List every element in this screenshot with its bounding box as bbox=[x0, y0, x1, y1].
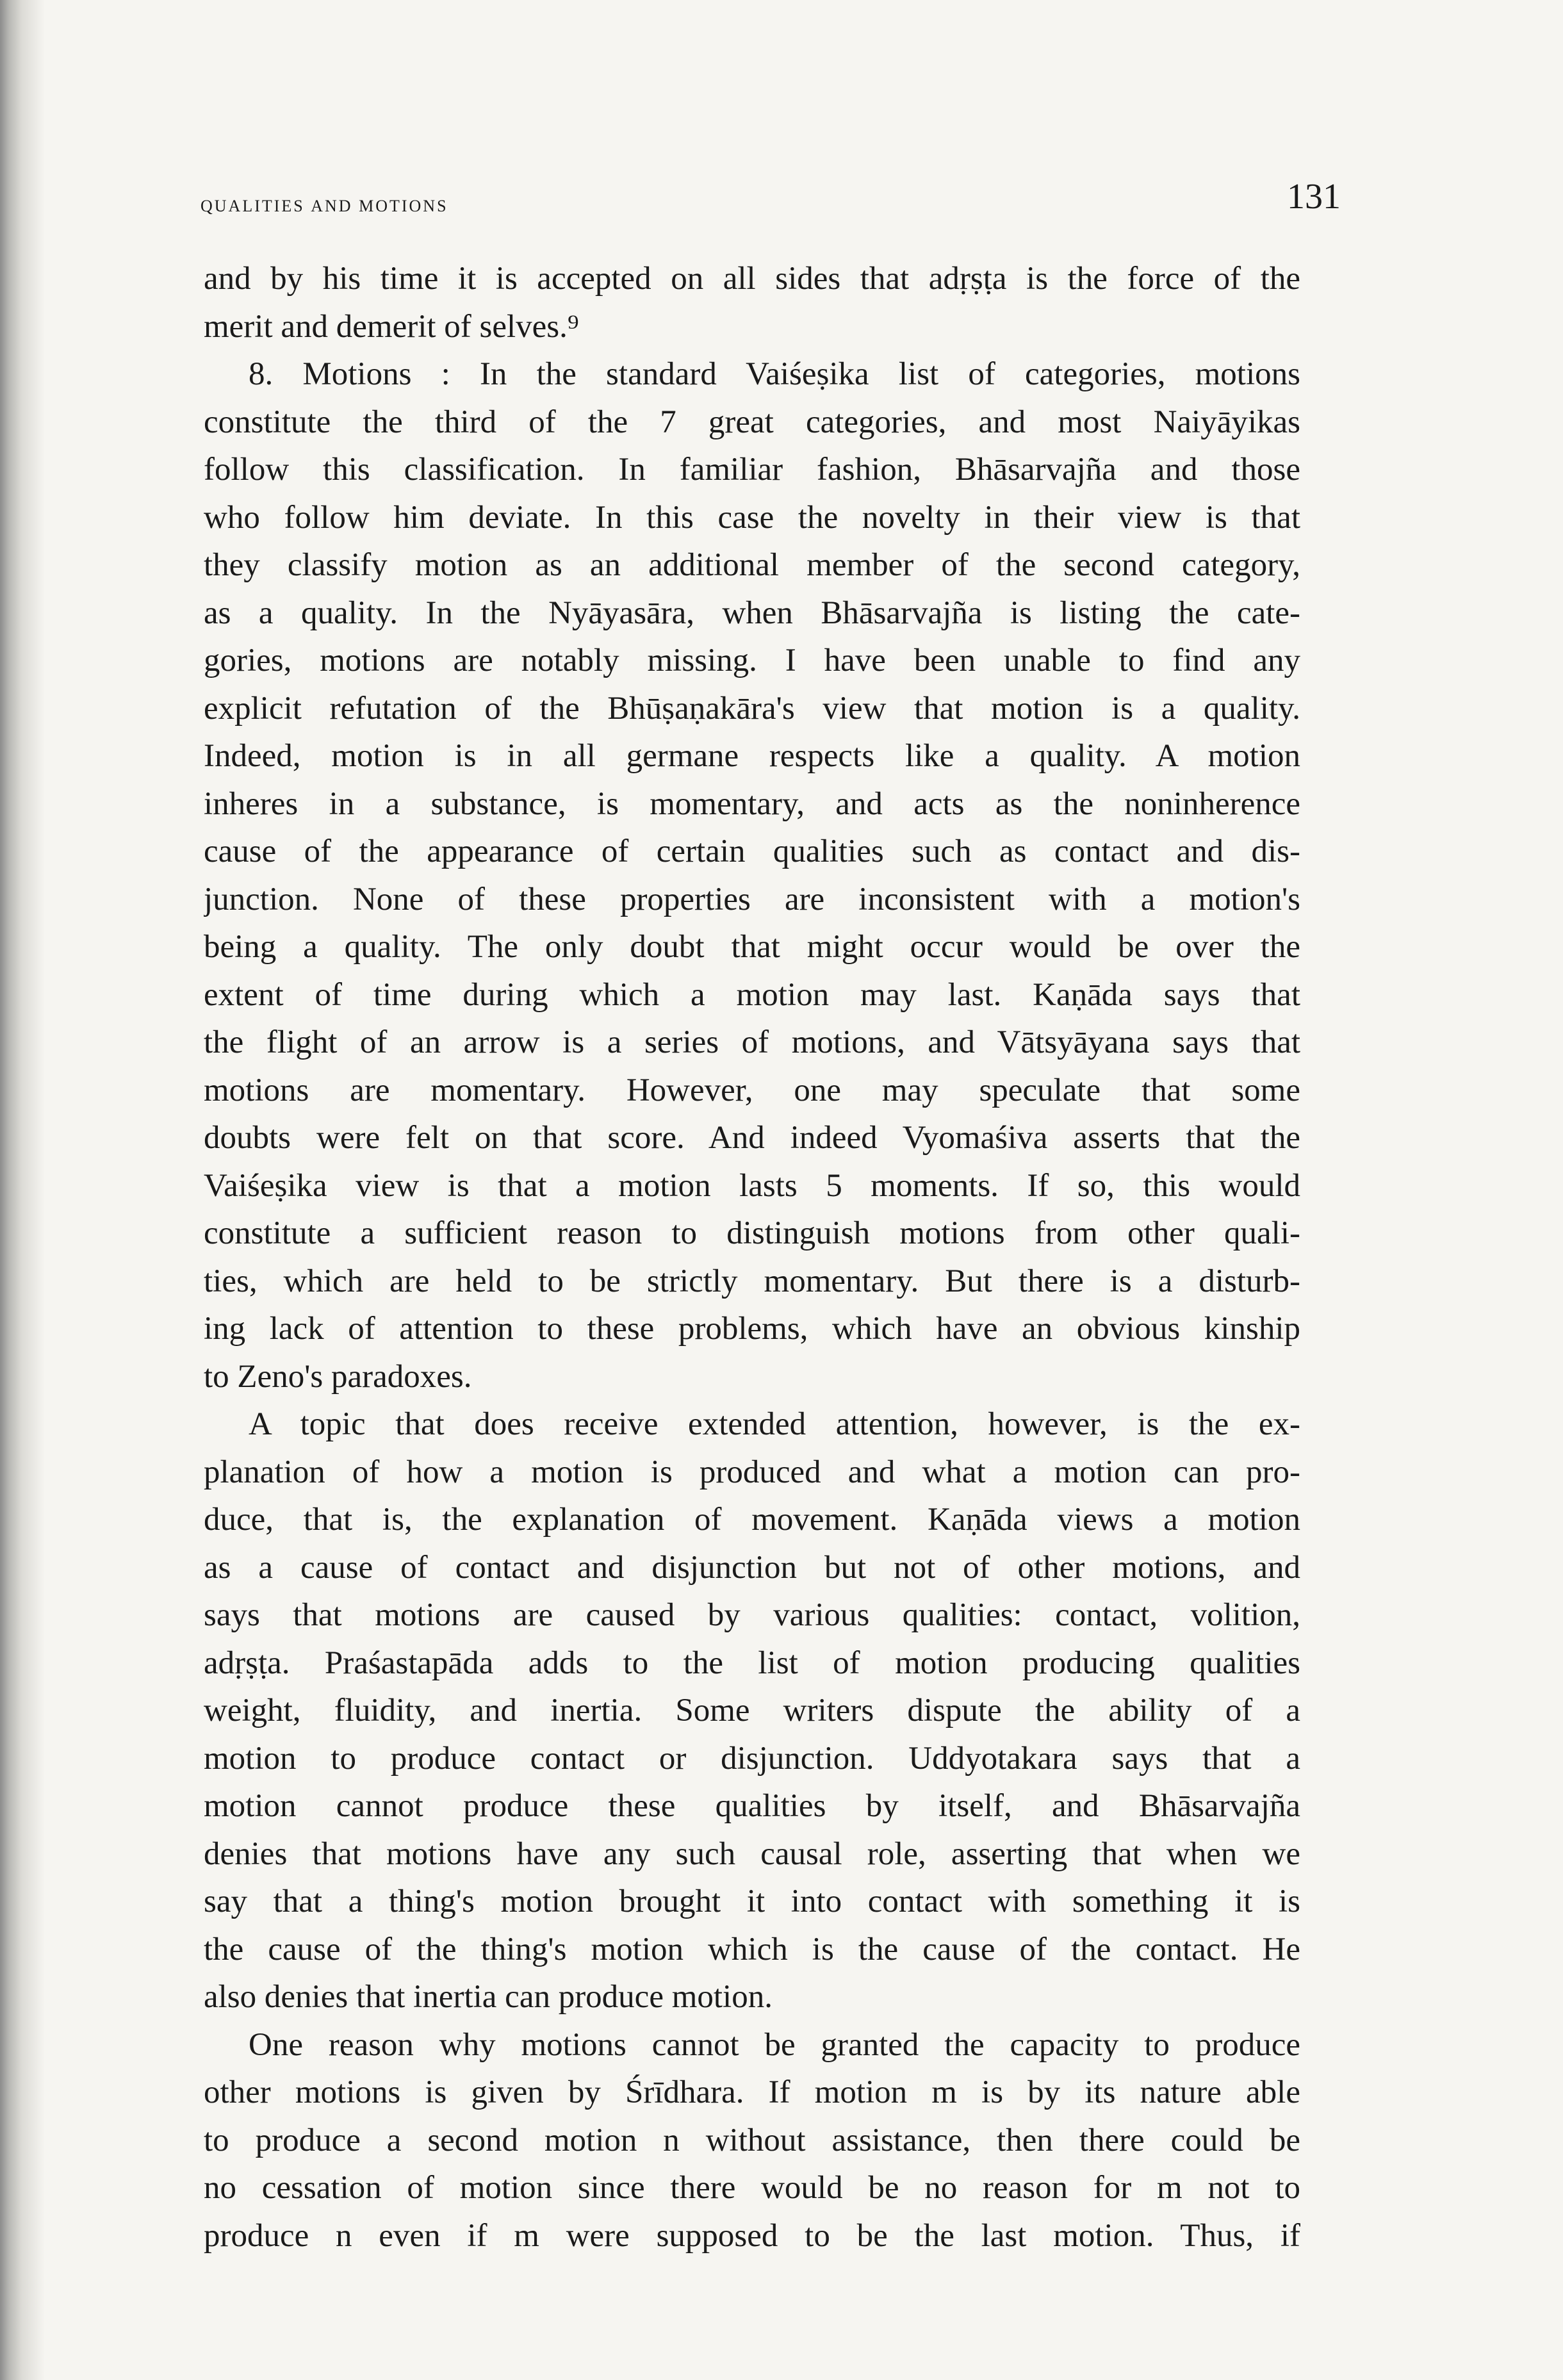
text-line: says that motions are caused by various qualities: contact, volition, bbox=[204, 1597, 1300, 1633]
text-line: doubts were felt on that score. And indeed Vyomaśiva asserts that the bbox=[204, 1120, 1300, 1156]
page-number: 131 bbox=[1287, 177, 1341, 217]
text-line: denies that motions have any such causal role, asserting that when we bbox=[204, 1835, 1300, 1872]
binding-edge-shadow bbox=[0, 0, 45, 2380]
text-line: as a quality. In the Nyāyasāra, when Bhāsarvajña is listing the cate- bbox=[204, 595, 1300, 631]
text-line: motion to produce contact or disjunction. Uddyotakara says that a bbox=[204, 1740, 1300, 1777]
body-text bbox=[204, 255, 1300, 2260]
text-line: motion cannot produce these qualities by itself, and Bhāsarvajña bbox=[204, 1788, 1300, 1824]
text-line: they classify motion as an additional member of the second category, bbox=[204, 547, 1300, 583]
text-line: junction. None of these properties are inconsistent with a motion's bbox=[204, 881, 1300, 917]
text-line: being a quality. The only doubt that might occur would be over the bbox=[204, 929, 1300, 965]
text-line: produce n even if m were supposed to be the last motion. Thus, if bbox=[204, 2217, 1300, 2254]
text-line: ties, which are held to be strictly momentary. But there is a disturb- bbox=[204, 1263, 1300, 1299]
text-line: duce, that is, the explanation of movement. Kaṇāda views a motion bbox=[204, 1502, 1300, 1538]
text-line: A topic that does receive extended attention, however, is the ex- bbox=[249, 1406, 1300, 1442]
text-line: constitute a sufficient reason to distinguish motions from other quali- bbox=[204, 1215, 1300, 1251]
text-line: also denies that inertia can produce motion. bbox=[204, 1979, 773, 2015]
text-line: constitute the third of the 7 great categories, and most Naiyāyikas bbox=[204, 404, 1300, 440]
text-line: extent of time during which a motion may last. Kaṇāda says that bbox=[204, 976, 1300, 1013]
text-line: Vaiśeṣika view is that a motion lasts 5 moments. If so, this would bbox=[204, 1167, 1300, 1204]
text-line: other motions is given by Śrīdhara. If motion m is by its nature able bbox=[204, 2074, 1300, 2110]
text-line: and by his time it is accepted on all sides that adṛṣṭa is the force of the bbox=[204, 261, 1300, 297]
text-line: explicit refutation of the Bhūṣaṇakāra's view that motion is a quality. bbox=[204, 690, 1300, 726]
text-line: merit and demerit of selves.⁹ bbox=[204, 308, 579, 345]
text-line: motions are momentary. However, one may speculate that some bbox=[204, 1072, 1300, 1108]
running-title: qualities and motions bbox=[200, 191, 448, 217]
text-line: to Zeno's paradoxes. bbox=[204, 1358, 472, 1395]
text-line: gories, motions are notably missing. I have been unable to find any bbox=[204, 643, 1300, 678]
text-line: to produce a second motion n without assistance, then there could be bbox=[204, 2122, 1300, 2158]
text-line: 8. Motions : In the standard Vaiśeṣika list of categories, motions bbox=[249, 356, 1300, 392]
text-line: say that a thing's motion brought it into contact with something it is bbox=[204, 1883, 1300, 1919]
text-line: One reason why motions cannot be granted the capacity to produce bbox=[249, 2026, 1300, 2063]
text-line: ing lack of attention to these problems, which have an obvious kinship bbox=[204, 1311, 1300, 1347]
text-line: the flight of an arrow is a series of motions, and Vātsyāyana says that bbox=[204, 1024, 1300, 1060]
text-line: weight, fluidity, and inertia. Some writers dispute the ability of a bbox=[204, 1693, 1300, 1728]
text-line: follow this classification. In familiar fashion, Bhāsarvajña and those bbox=[204, 452, 1300, 488]
text-line: inheres in a substance, is momentary, and acts as the noninherence bbox=[204, 785, 1300, 822]
text-line: cause of the appearance of certain qualities such as contact and dis- bbox=[204, 833, 1300, 869]
text-line: who follow him deviate. In this case the novelty in their view is that bbox=[204, 499, 1300, 536]
running-head bbox=[200, 176, 1341, 227]
text-line: as a cause of contact and disjunction but not of other motions, and bbox=[204, 1549, 1300, 1586]
text-line: no cessation of motion since there would be no reason for m not to bbox=[204, 2170, 1300, 2206]
text-line: planation of how a motion is produced and what a motion can pro- bbox=[204, 1454, 1300, 1490]
text-line: the cause of the thing's motion which is the cause of the contact. He bbox=[204, 1931, 1300, 1967]
text-line: adṛṣṭa. Praśastapāda adds to the list of motion producing qualities bbox=[204, 1645, 1300, 1681]
text-line: Indeed, motion is in all germane respects like a quality. A motion bbox=[204, 738, 1300, 774]
